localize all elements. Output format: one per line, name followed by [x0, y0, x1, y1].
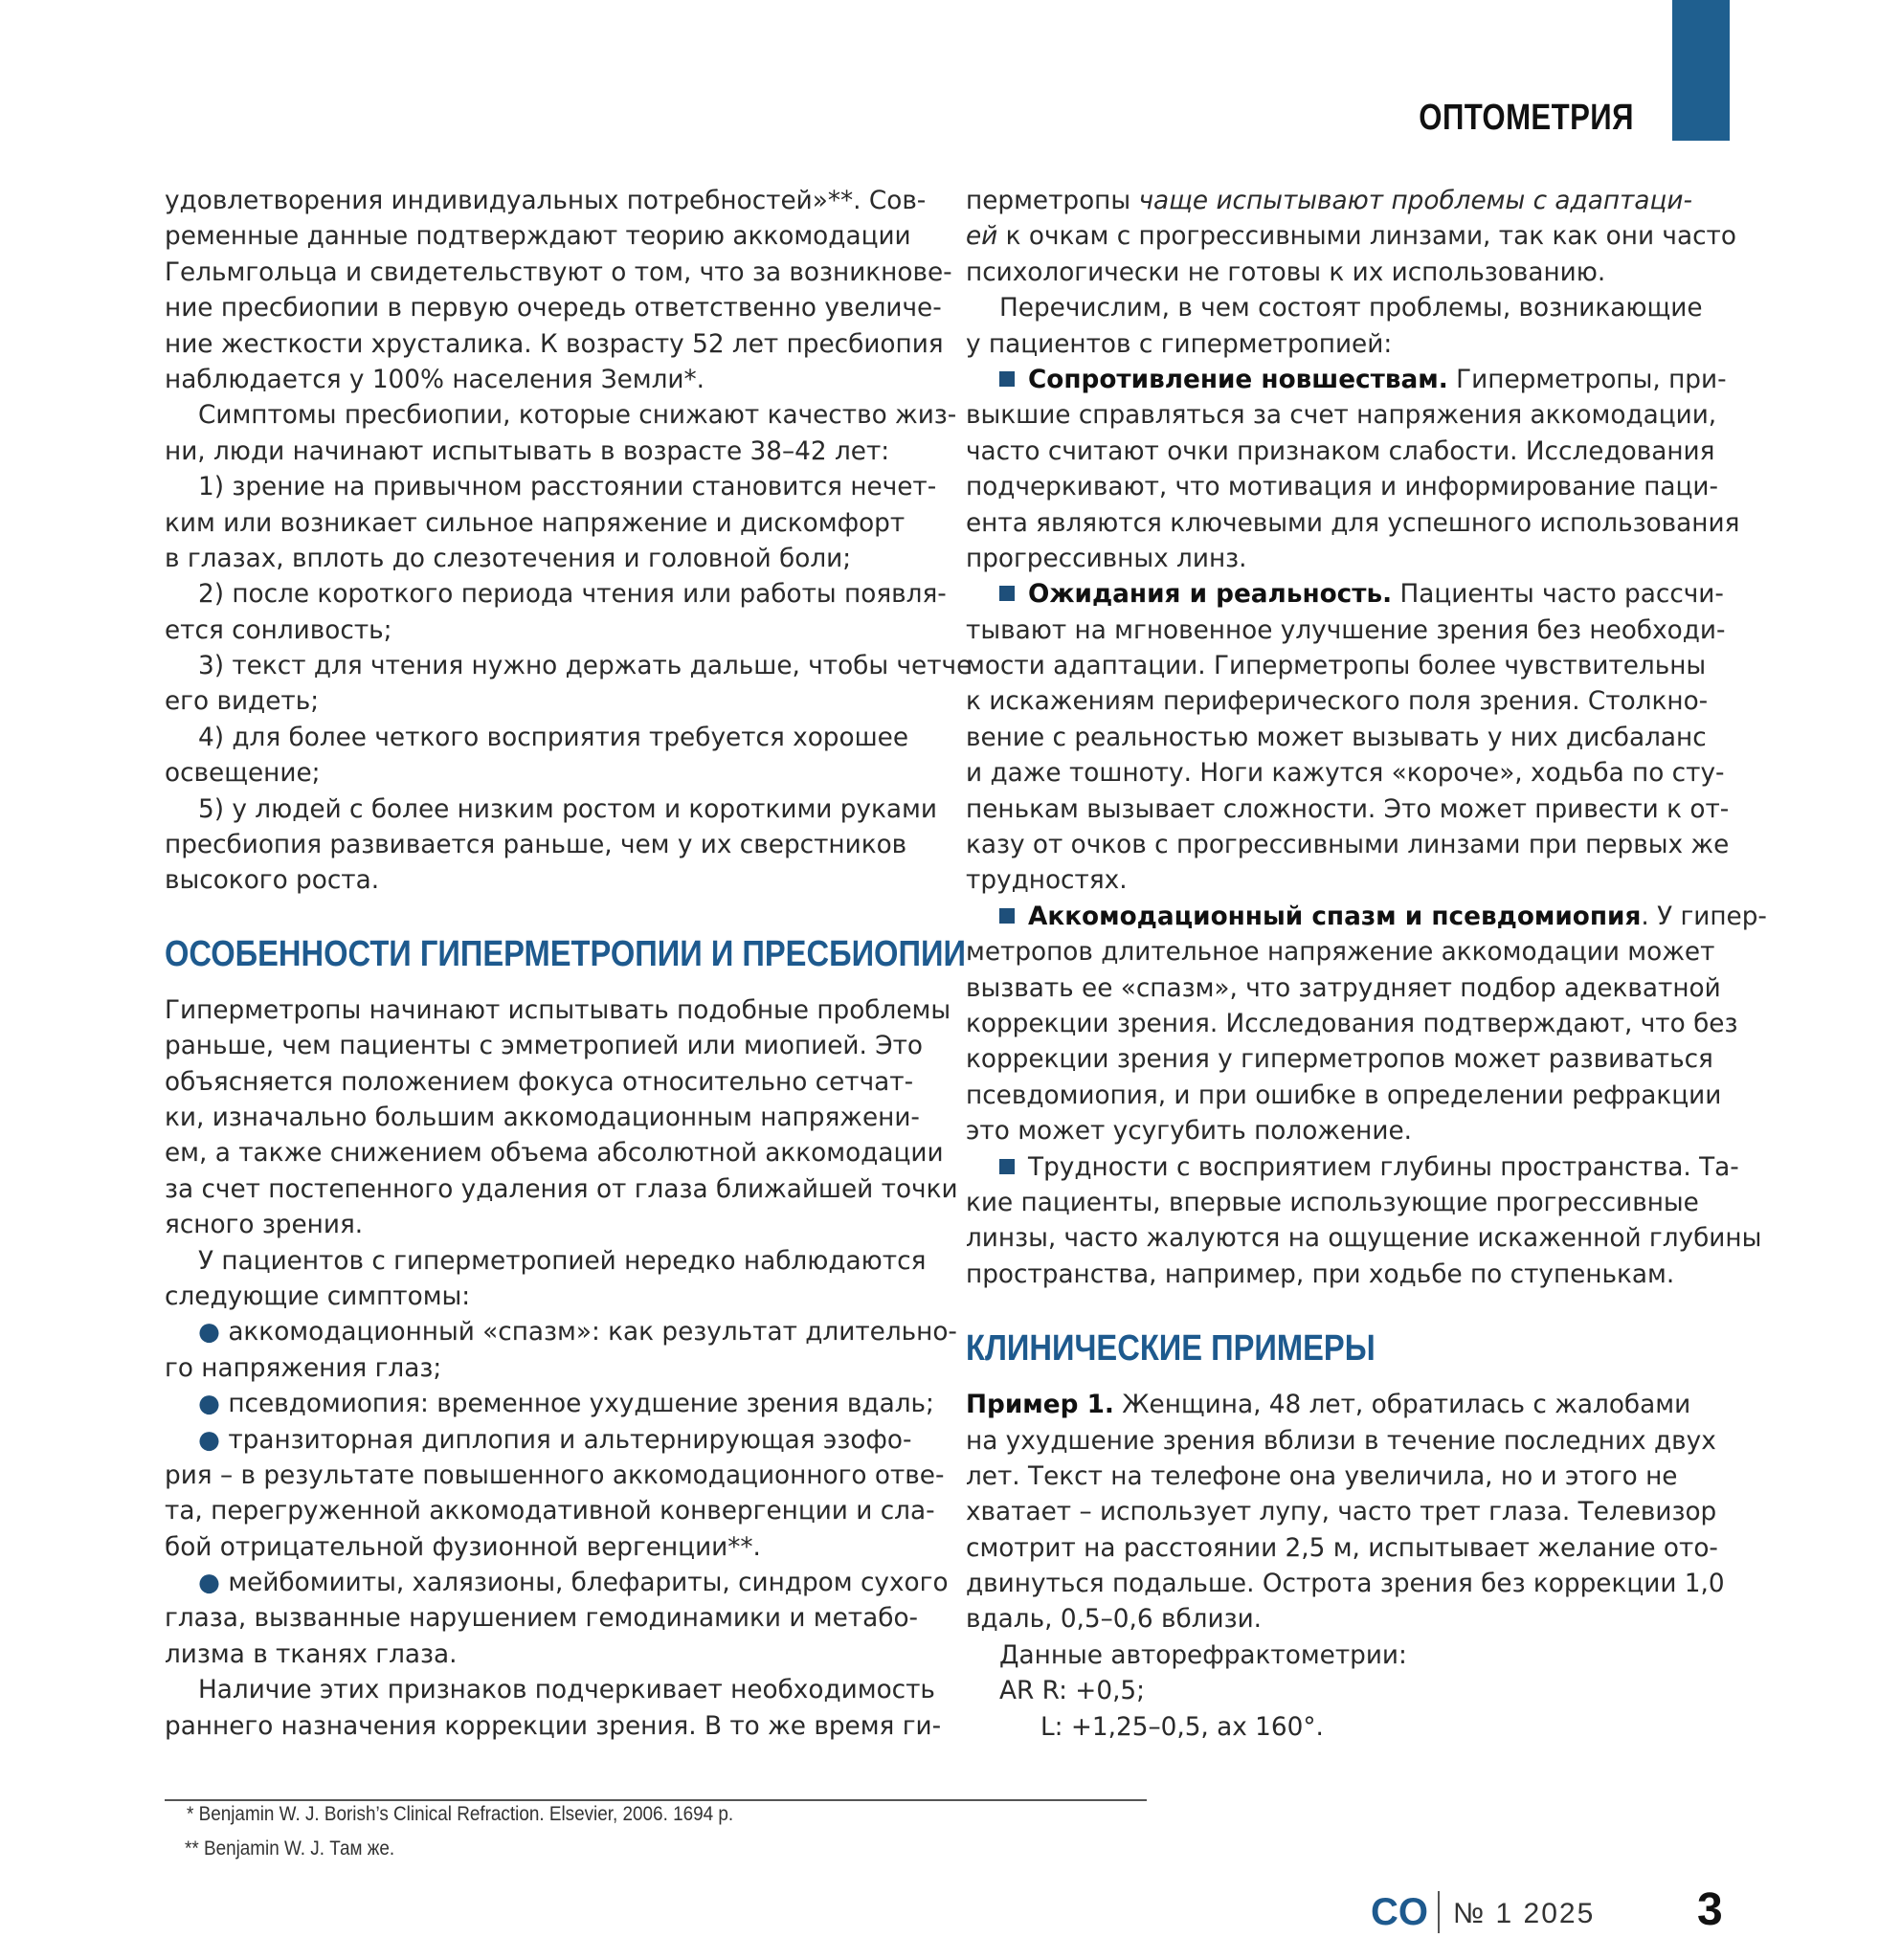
text-line: Перечислим, в чем состоят проблемы, возникающие: [999, 294, 1703, 323]
text-line: У пациентов с гиперметропией нередко наблюдаются: [198, 1246, 927, 1276]
footer-divider: [1438, 1891, 1440, 1933]
text-line: коррекции зрения. Исследования подтверждают, что без: [966, 1009, 1738, 1038]
text-line: метропов длительное напряжение аккомодации может: [966, 938, 1715, 968]
square-bullet-icon: [999, 371, 1015, 387]
text-line: и даже тошноту. Ноги кажутся «короче», ходьба по сту-: [966, 759, 1725, 789]
text-line: к искажениям периферического поля зрения. Столкно-: [966, 687, 1709, 717]
paragraph: [165, 993, 958, 1244]
page-number: 3: [1697, 1884, 1723, 1935]
text-line: подчеркивают, что мотивация и информирование паци-: [966, 473, 1718, 502]
text-line: наблюдается у 100% населения Земли*.: [165, 365, 705, 394]
bullet-dot-icon: ●: [198, 1569, 220, 1598]
text-line: двинуться подальше. Острота зрения без коррекции 1,0: [966, 1570, 1725, 1599]
list-item: Трудности с восприятием глубины пространства. Та-: [966, 1150, 1732, 1186]
text-line: перметропы чаще испытывают проблемы с адаптаци-: [966, 187, 1692, 215]
list-item-cont: высокого роста.: [165, 866, 380, 896]
text-line: трудностях.: [966, 866, 1128, 896]
list-item: Сопротивление новшествам. Гиперметропы, при-: [966, 363, 1732, 398]
problem-item: [966, 1150, 1762, 1294]
list-item-cont: освещение;: [165, 759, 321, 789]
text-line: это может усугубить положение.: [966, 1117, 1412, 1147]
list-item-cont: его видеть;: [165, 687, 320, 717]
text-line: ки, изначально большим аккомодационным напряжени-: [165, 1102, 920, 1132]
text-line: хватает – использует лупу, часто трет глаза. Телевизор: [966, 1498, 1717, 1527]
text-line: ние жесткости хрусталика. К возрасту 52 лет пресбиопия: [165, 329, 944, 359]
list-item: 4) для более четкого восприятия требуется хорошее: [198, 723, 909, 752]
text-line: ей к очкам с прогрессивными линзами, так как они часто: [966, 222, 1736, 252]
text-line: Симптомы пресбиопии, которые снижают качество жиз-: [198, 401, 957, 431]
text-line: вдаль, 0,5–0,6 вблизи.: [966, 1605, 1263, 1635]
text-line: раннего назначения коррекции зрения. В то же время ги-: [165, 1711, 942, 1741]
text-line: пенькам вызывает сложности. Это может привести к от-: [966, 794, 1730, 824]
section-heading: ОСОБЕННОСТИ ГИПЕРМЕТРОПИИ И ПРЕСБИОПИИ: [165, 933, 966, 974]
text-line: ем, а также снижением объема абсолютной аккомодации: [165, 1139, 944, 1169]
text-line: вызвать ее «спазм», что затрудняет подбор адекватной: [966, 973, 1721, 1003]
text-line: часто считают очки признаком слабости. Исследования: [966, 436, 1715, 466]
paragraph: [165, 1673, 942, 1745]
list-item-cont: лизма в тканях глаза.: [165, 1639, 458, 1669]
text-line: кие пациенты, впервые использующие прогрессивные: [966, 1188, 1699, 1217]
autorefractometry-data: [966, 1638, 1732, 1746]
text-line: Наличие этих признаков подчеркивает необходимость: [198, 1676, 935, 1705]
text-line: удовлетворения индивидуальных потребностей»**. Сов-: [165, 187, 927, 215]
text-line: лет. Текст на телефоне она увеличила, но и этого не: [966, 1461, 1678, 1491]
list-item-cont: рия – в результате повышенного аккомодационного отве-: [165, 1460, 945, 1490]
text-line: линзы, часто жалуются на ощущение искаженной глубины: [966, 1224, 1762, 1254]
problem-item: [966, 363, 1740, 577]
text-line: Данные авторефрактометрии:: [999, 1640, 1407, 1670]
text-line: пространства, например, при ходьбе по ступенькам.: [966, 1259, 1675, 1289]
magazine-logo: CO: [1371, 1891, 1428, 1933]
left-column: [165, 184, 973, 1745]
list-item-cont: пресбиопия развивается раньше, чем у их сверстников: [165, 831, 907, 860]
text-line: у пациентов с гиперметропией:: [966, 329, 1393, 359]
text-line: психологически не готовы к их использованию.: [966, 257, 1606, 287]
text-line: объясняется положением фокуса относительно сетчат-: [165, 1067, 914, 1097]
list-item: ● транзиторная диплопия и альтернирующая эзофо-: [198, 1425, 912, 1455]
symptoms-intro-paragraph: [165, 398, 957, 470]
right-column: [966, 184, 1767, 1746]
text-line: L: +1,25–0,5, ax 160°.: [1040, 1712, 1324, 1742]
bullet-dot-icon: ●: [198, 1390, 220, 1419]
section-title: ОПТОМЕТРИЯ: [1419, 98, 1634, 138]
bullet-dot-icon: ●: [198, 1425, 220, 1455]
text-line: коррекции зрения у гиперметропов может развиваться: [966, 1045, 1713, 1075]
list-item: 1) зрение на привычном расстоянии становится нечет-: [198, 473, 937, 502]
list-item: ● псевдомиопия: временное ухудшение зрения вдаль;: [198, 1390, 934, 1419]
bullet-list: [165, 1315, 957, 1673]
text-line: прогрессивных линз.: [966, 544, 1247, 573]
list-item-cont: та, перегруженной аккомодативной конвергенции и сла-: [165, 1497, 935, 1526]
text-line: следующие симптомы:: [165, 1281, 471, 1311]
continuation-paragraph: [966, 184, 1736, 291]
footnote-divider: [165, 1799, 1147, 1801]
text-line: ременные данные подтверждают теорию аккомодации: [165, 222, 911, 252]
square-bullet-icon: [999, 1159, 1015, 1174]
list-item: 5) у людей с более низким ростом и короткими руками: [198, 794, 937, 824]
text-line: казу от очков с прогрессивными линзами при первых же: [966, 831, 1730, 860]
problem-item: [966, 900, 1767, 1150]
footnote: * Benjamin W. J. Borish’s Clinical Refraction. Elsevier, 2006. 1694 p.: [187, 1803, 734, 1825]
bullet-dot-icon: ●: [198, 1318, 220, 1348]
list-item-cont: го напряжения глаз;: [165, 1353, 442, 1383]
text-line: выкшие справляться за счет напряжения аккомодации,: [966, 401, 1717, 431]
square-bullet-icon: [999, 586, 1015, 601]
text-line: ясного зрения.: [165, 1211, 364, 1240]
problem-item: [966, 577, 1732, 900]
text-line: Гиперметропы начинают испытывать подобные проблемы: [165, 995, 951, 1025]
text-line: за счет постепенного удаления от глаза ближайшей точки: [165, 1174, 958, 1204]
symptom-list: [165, 470, 973, 900]
list-item: Ожидания и реальность. Пациенты часто рассчи-: [966, 577, 1732, 612]
footnote: ** Benjamin W. J. Там же.: [185, 1838, 395, 1860]
text-line: вение с реальностью может вызывать у них дисбаланс: [966, 723, 1707, 752]
text-line: раньше, чем пациенты с эмметропией или миопией. Это: [165, 1032, 924, 1061]
text-line: ента являются ключевыми для успешного использования: [966, 508, 1740, 538]
text-line: мости адаптации. Гиперметропы более чувствительны: [966, 652, 1707, 681]
text-line: на ухудшение зрения вблизи в течение последних двух: [966, 1426, 1716, 1456]
list-item-cont: ется сонливость;: [165, 615, 392, 645]
example-paragraph: [966, 1388, 1732, 1638]
intro-paragraph: [165, 184, 952, 398]
square-bullet-icon: [999, 908, 1015, 924]
text-line: Гельмгольца и свидетельствуют о том, что за возникнове-: [165, 257, 952, 287]
text-line: Пример 1. Женщина, 48 лет, обратилась с жалобами: [966, 1391, 1691, 1420]
list-item-cont: в глазах, вплоть до слезотечения и головной боли;: [165, 544, 852, 573]
list-item-cont: глаза, вызванные нарушением гемодинамики и метабо-: [165, 1604, 919, 1634]
text-line: ни, люди начинают испытывать в возрасте 38–42 лет:: [165, 436, 890, 466]
list-item: 3) текст для чтения нужно держать дальше, чтобы четче: [198, 652, 973, 681]
list-item: 2) после короткого периода чтения или работы появля-: [198, 580, 947, 610]
paragraph: [966, 291, 1732, 363]
corner-accent-bar: [1672, 0, 1730, 141]
list-item-cont: бой отрицательной фузионной вергенции**.: [165, 1532, 761, 1562]
text-line: AR R: +0,5;: [999, 1677, 1146, 1706]
paragraph: [165, 1244, 930, 1316]
text-line: ние пресбиопии в первую очередь ответственно увеличе-: [165, 294, 942, 323]
list-item: Аккомодационный спазм и псевдомиопия. У гипер-: [966, 900, 1732, 935]
issue-number: № 1 2025: [1453, 1898, 1596, 1929]
section-heading: КЛИНИЧЕСКИЕ ПРИМЕРЫ: [966, 1328, 1376, 1370]
text-line: тывают на мгновенное улучшение зрения без необходи-: [966, 615, 1726, 645]
list-item: ● аккомодационный «спазм»: как результат длительно-: [198, 1318, 957, 1348]
text-line: псевдомиопия, и при ошибке в определении рефракции: [966, 1080, 1722, 1110]
text-line: смотрит на расстоянии 2,5 м, испытывает желание ото-: [966, 1533, 1718, 1563]
list-item-cont: ким или возникает сильное напряжение и дискомфорт: [165, 508, 906, 538]
list-item: ● мейбомииты, халязионы, блефариты, синдром сухого: [198, 1569, 949, 1598]
